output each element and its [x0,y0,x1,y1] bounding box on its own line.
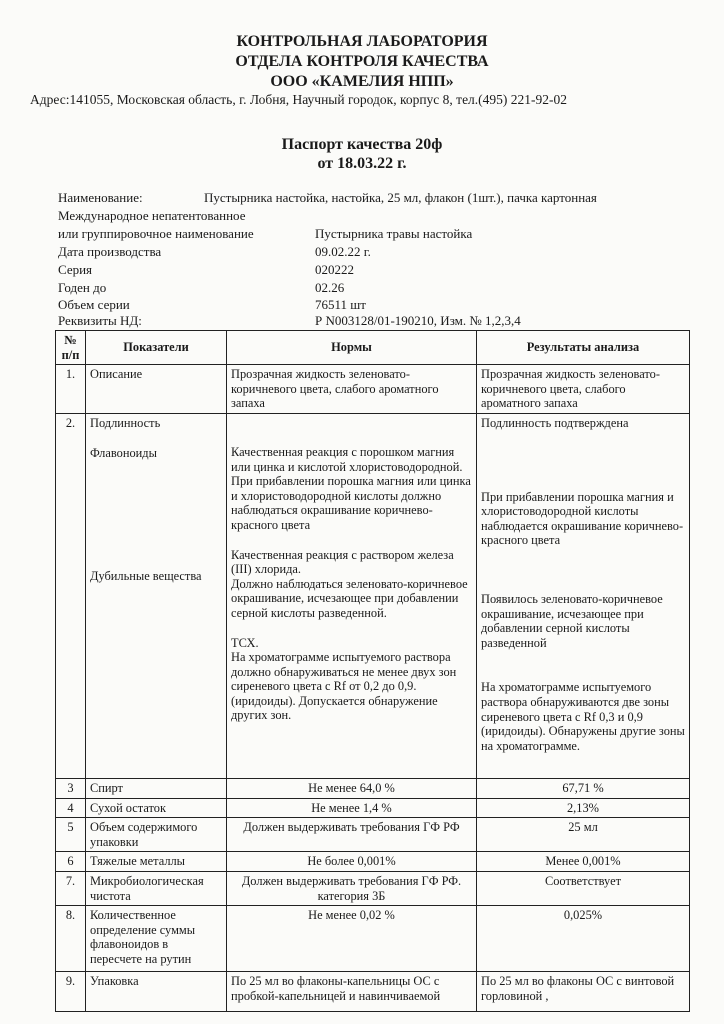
expiry-value: 02.26 [315,280,345,295]
identity-label: Подлинность [90,415,161,430]
tannins-norm-1: Качественная реакция с раствором железа (III) хлорида. [231,547,454,577]
quality-table [55,330,690,1012]
passport-date: от 18.03.22 г. [317,155,407,172]
row-indicator: Количественное определение суммы флавоноидов в пересчете на рутин [86,906,227,972]
row-indicator: Тяжелые металлы [86,852,227,872]
name-label: Наименование: [58,190,143,205]
company-name: ООО «КАМЕЛИЯ НПП» [270,73,454,90]
tannins-result: Появилось зеленовато-коричневое окрашивание, исчезающее при добавлении серной кислоты разведенной [481,591,663,650]
row-indicator: Упаковка [86,972,227,1012]
tannins-label: Дубильные вещества [90,569,202,584]
table-row [56,852,690,872]
table-row [56,365,690,414]
col-header-indicator: Показатели [86,331,227,365]
row-indicator-cell [86,413,227,778]
name-value: Пустырника настойка, настойка, 25 мл, флакон (1шт.), пачка картонная [204,190,597,205]
table-row [56,972,690,1012]
series-label: Серия [58,262,93,277]
row-result: Менее 0,001% [477,852,690,872]
row-indicator: Спирт [86,778,227,798]
row-result: Соответствует [477,871,690,905]
row-result: 2,13% [477,798,690,818]
row-number: 1. [56,365,86,414]
inn-label-2: или группировочное наименование [58,226,254,241]
lab-name: КОНТРОЛЬНАЯ ЛАБОРАТОРИЯ [236,33,488,50]
flavonoids-result: При прибавлении порошка магния и хлористоводородной кислоты наблюдается окрашивание коричнево-красного цвета [481,489,684,548]
col-header-norm: Нормы [227,331,477,365]
series-value: 020222 [315,262,354,277]
table-row [56,906,690,972]
department-name: ОТДЕЛА КОНТРОЛЯ КАЧЕСТВА [235,53,489,70]
nd-value: Р N003128/01-190210, Изм. № 1,2,3,4 [315,313,521,328]
col-header-result: Результаты анализа [477,331,690,365]
table-row [56,413,690,778]
row-result: Прозрачная жидкость зеленовато-коричневого цвета, слабого ароматного запаха [477,365,690,414]
row-indicator: Сухой остаток [86,798,227,818]
row-norm: Должен выдерживать требования ГФ РФ [227,818,477,852]
row-norm: Не менее 64,0 % [227,778,477,798]
tlc-norm: На хроматограмме испытуемого раствора должно обнаруживаться не менее двух зон сиреневого цвета с Rf от 0,2 до 0,9. (иридоиды). Допускается обнаружение других зон. [231,650,457,723]
date-value: 09.02.22 г. [315,244,371,259]
table-row [56,778,690,798]
volume-value: 76511 шт [315,297,366,312]
col-header-number: № п/п [56,331,86,365]
tlc-result: На хроматограмме испытуемого раствора обнаруживаются две зоны сиреневого цвета с Rf 0,3 и 0,9 (иридоиды). Обнаружены другие зоны на хроматограмме. [481,680,685,753]
tlc-norm-heading: ТСХ. [231,635,259,650]
nd-label: Реквизиты НД: [58,313,142,328]
row-number: 2. [56,413,86,778]
flavonoids-label: Флавоноиды [90,445,157,460]
row-number: 5 [56,818,86,852]
inn-value: Пустырника травы настойка [315,226,473,241]
identity-result: Подлинность подтверждена [481,415,629,430]
inn-label-1: Международное непатентованное [58,208,246,223]
row-result: 67,71 % [477,778,690,798]
row-norm: Не более 0,001% [227,852,477,872]
row-norm-cell [227,413,477,778]
volume-label: Объем серии [58,297,130,312]
expiry-label: Годен до [58,280,107,295]
row-number: 7. [56,871,86,905]
row-number: 8. [56,906,86,972]
row-indicator: Объем содержимого упаковки [86,818,227,852]
address: Адрес:141055, Московская область, г. Лобня, Научный городок, корпус 8, тел.(495) 221-92-02 [30,92,568,107]
table-row [56,818,690,852]
row-indicator: Описание [86,365,227,414]
row-number: 6 [56,852,86,872]
row-norm: По 25 мл во флаконы-капельницы ОС с пробкой-капельницей и навинчиваемой [227,972,477,1012]
table-row [56,798,690,818]
table-row [56,871,690,905]
row-indicator: Микробиологическая чистота [86,871,227,905]
flavonoids-norm-1: Качественная реакция с порошком магния или цинка и кислотой хлористоводородной. [231,444,463,474]
row-number: 4 [56,798,86,818]
passport-title: Паспорт качества 20ф [281,136,443,153]
row-norm: Должен выдерживать требования ГФ РФ. категория 3Б [227,871,477,905]
row-norm: Не менее 1,4 % [227,798,477,818]
row-norm: Не менее 0,02 % [227,906,477,972]
row-result: 25 мл [477,818,690,852]
row-number: 3 [56,778,86,798]
flavonoids-norm-2: При прибавлении порошка магния или цинка и хлористоводородной кислоты должно наблюдаться окрашивание коричнево-красного цвета [231,474,471,532]
row-result-cell [477,413,690,778]
row-result: По 25 мл во флаконы ОС с винтовой горловиной , [477,972,690,1012]
row-number: 9. [56,972,86,1012]
tannins-norm-2: Должно наблюдаться зеленовато-коричневое окрашивание, исчезающее при добавлении серной кислоты разведенной. [231,576,468,620]
row-result: 0,025% [477,906,690,972]
date-label: Дата производства [58,244,162,259]
table-header-row [56,331,690,365]
row-norm: Прозрачная жидкость зеленовато-коричневого цвета, слабого ароматного запаха [227,365,477,414]
